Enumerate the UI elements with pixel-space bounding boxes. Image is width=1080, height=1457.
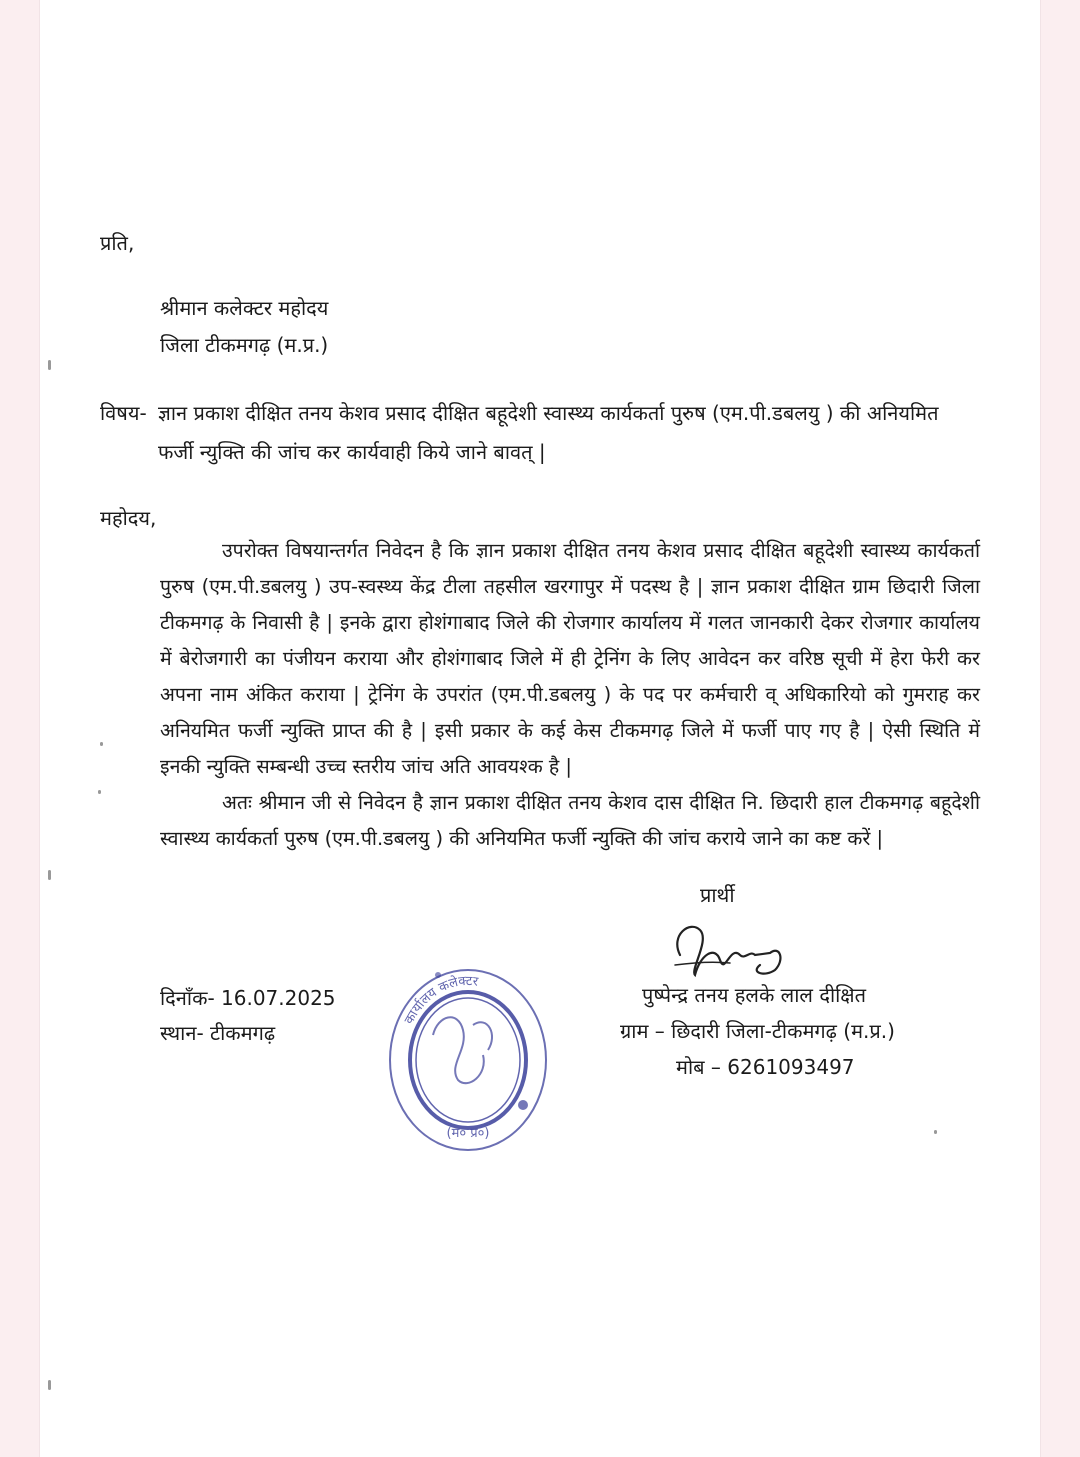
place: स्थान- टीकमगढ़ [160, 1021, 276, 1045]
sender-address: ग्राम – छिदारी जिला-टीकमगढ़ (म.प्र.) [620, 1019, 895, 1043]
salutation: प्रति, [100, 231, 135, 255]
seal-outer-text: कार्यालय कलेक्टर [401, 973, 479, 1027]
scan-mark [48, 360, 51, 370]
scan-mark [98, 790, 101, 794]
subject-line-2: फर्जी न्युक्ति की जांच कर कार्यवाही किये जाने बावत् | [158, 440, 546, 464]
scan-mark [48, 1380, 51, 1390]
sender-name: पुष्पेन्द्र तनय हलके लाल दीक्षित [642, 983, 867, 1007]
scan-mark [48, 870, 51, 880]
recipient-line-1: श्रीमान कलेक्टर महोदय [160, 296, 329, 320]
subject-line-1: ज्ञान प्रकाश दीक्षित तनय केशव प्रसाद दीक्षित बहूदेशी स्वास्थ्य कार्यकर्ता पुरुष (एम.पी.डबलयु ) की अनियमित [158, 401, 939, 425]
scan-mark [934, 1130, 937, 1134]
subject-label: विषय- [100, 401, 147, 425]
official-seal-icon [378, 955, 558, 1155]
seal-bottom-text: (म० प्र०) [446, 1126, 490, 1141]
recipient-line-2: जिला टीकमगढ़ (म.प्र.) [160, 333, 329, 357]
sender-mobile: मोब – 6261093497 [676, 1055, 855, 1079]
body-paragraph-2: अतः श्रीमान जी से निवेदन है ज्ञान प्रकाश दीक्षित तनय केशव दास दीक्षित नि. छिदारी हाल टीकमगढ़ बहूदेशी स्वास्थ्य कार्यकर्ता पुरुष (एम.पी.डबलयु ) की अनियमित फर्जी न्युक्ति की जांच कराये जाने का कष्ट करें | [160, 791, 980, 850]
letter-body [160, 533, 980, 857]
date: दिनाँक- 16.07.2025 [160, 986, 336, 1010]
body-paragraph-1: उपरोक्त विषयान्तर्गत निवेदन है कि ज्ञान प्रकाश दीक्षित तनय केशव प्रसाद दीक्षित बहूदेशी स्वास्थ्य कार्यकर्ता पुरुष (एम.पी.डबलयु ) उप-स्वस्थ्य केंद्र टीला तहसील खरगापुर में पदस्थ है | ज्ञान प्रकाश दीक्षित ग्राम छिदारी जिला टीकमगढ़ के निवासी है | इनके द्वारा होशंगाबाद जिले की रोजगार कार्यालय में गलत जानकारी देकर रोजगार कार्यालय में बेरोजगारी का पंजीयन कराया और होशंगाबाद जिले में ही ट्रेनिंग के लिए आवेदन कर वरिष्ठ सूची में हेरा फेरी कर अपना नाम अंकित कराया | ट्रेनिंग के उपरांत (एम.पी.डबलयु ) के पद पर कर्मचारी व् अधिकारियो को गुमराह कर अनियमित फर्जी न्युक्ति प्राप्त की है | इसी प्रकार के कई केस टीकमगढ़ जिले में फर्जी पाए गए है | ऐसी स्थिति में इनकी न्युक्ति सम्बन्धी उच्च स्तरीय जांच अति आवयश्क है | [160, 539, 980, 778]
greeting: महोदय, [100, 506, 157, 530]
petitioner-label: प्रार्थी [700, 883, 735, 907]
scan-mark [100, 742, 103, 746]
